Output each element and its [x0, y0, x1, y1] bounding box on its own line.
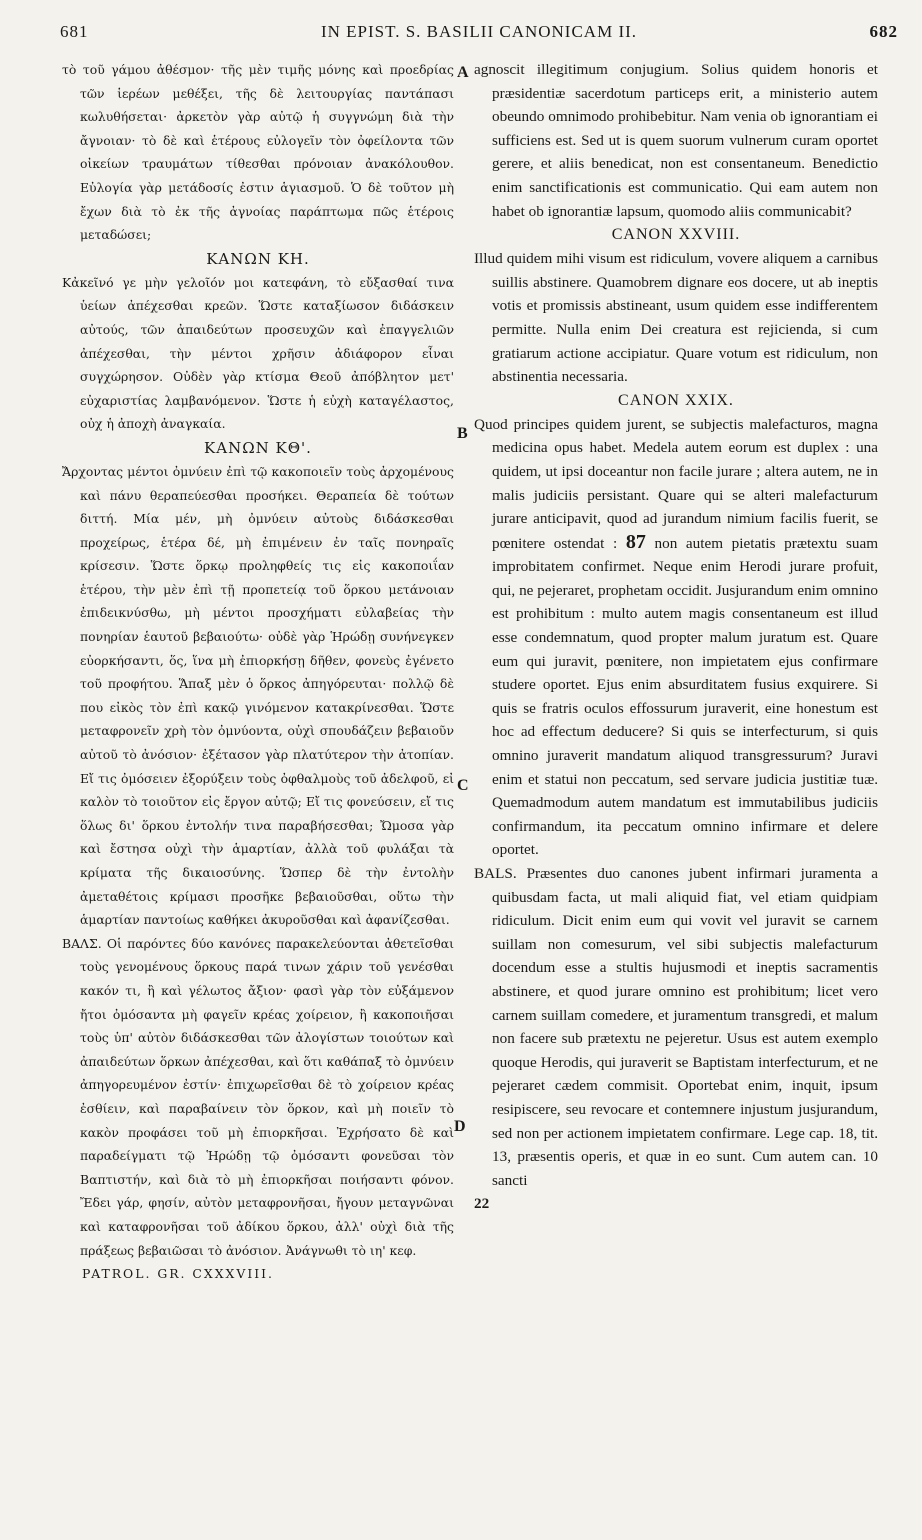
running-header: [60, 14, 898, 50]
latin-canon-28-text: Illud quidem mihi visum est ridiculum, vovere aliquem a carnibus suillis abstinere. Quamobrem dignare eos docere, ut ab ineptis votis et promissis abstineant, usum quidem esse indifferentem permitte. Nulla enim Dei creatura est rejicienda, si cum gratiarum actione accipiatur. Quare votum est ridiculum, non abstinentia necessaria.: [474, 250, 878, 386]
latin-canon-29-text-b: non autem pietatis prætextu suam improbitatem confirmet. Neque enim Herodi jurare profuit, qui, ne pejeraret, prophetam occidit. Jusjurandum enim omnino est prohibitum : multo autem magis consentaneum est illud esse condemnatum, quod propter malum juratum est. Quare eum qui juravit, pœnitere, non impietatem ejus confirmare studere oportet. Ejus enim absurditatem fusius exquirere. Si quis se fratris oculos effossurum juraverit, eine honestum est hoc ad effectum deducere? Si quis se interfecturum, si quis omnino juraverit mandatum aliquod transgressurum? Juravi enim et statui non peccatum, sed servare judicia justitiæ tuæ. Quemadmodum autem mandatum est immutabilibus judiciis confirmandum, ita peccatum omnino infirmare et delere oportet.: [492, 534, 879, 859]
running-title: IN EPIST. S. BASILII CANONICAM II.: [320, 22, 638, 41]
greek-balsamon-text: Οἱ παρόντες δύο κανόνες παρακελεύονται ἀθετεῖσθαι τοὺς γενομένους ὅρκους παρά τινων χάριν τοῦ γενέσθαι κακόν τι, ἢ καὶ γέλωτος ἄξιον· φασὶ γὰρ τὸν εὐξάμενον ἤτοι ὀμόσαντα μὴ φαγεῖν κρέας χοίρειον, ἢ κακοποιῆσαι τοὺς ὑπ' αὐτὸν διδάσκεσθαι τῶν ἀλογίστων τοιούτων καὶ ἀπαιδεύτων ὅρκων ἀπέχεσθαι, καὶ ὅτι καθάπαξ τὸ ὀμνύειν ἀπηγορευμένον ἐστίν· ἐπιχωρεῖσθαι δὲ τὸ χοίρειον κρέας ἐσθίειν, καὶ παραβαίνειν τὸν ὅρκον, καὶ μὴ ποιεῖν τὸ κακὸν προφάσει τοῦ μὴ ἐπιορκῆσαι. Ἐχρήσατο δὲ καὶ παραδείγματι τῷ Ἡρώδῃ τῷ ὀμόσαντι φονεῦσαι τὸν Βαπτιστήν, καὶ διὰ τὸ μὴ ἐπιορκῆσαι ποιήσαντι φόνον. Ἔδει γάρ, φησίν, αὐτὸν μεταφρονῆσαι, ἤγουν μεταγνῶναι καὶ καταφρονῆσαι τοῦ ἀδίκου ὅρκου, ἀλλ' οὐχὶ διὰ τῆς πράξεως βεβαιῶσαι τὸ ἀνόσιον. Ἀνάγνωθι τὸ ιη' κεφ.: [80, 935, 454, 1258]
latin-canon-29-heading: CANON XXIX.: [618, 391, 734, 409]
margin-letter-a: A: [457, 64, 469, 81]
latin-balsamon-text: Præsentes duo canones jubent infirmari juramenta a quibusdam facta, ut mali aliquid fiat, vel etiam quidpiam ridiculum. Dicit enim eum qui vovit vel juravit se carnem suillam non comesurum, vel sibi subjectis malefacturum docendum esse a stultis hujusmodi et ineptis sacramentis abstinere, et quod jurare omnino est prohibitum; licet vero carnem suillam comedere, et juramentum transgredi, et malum non facere sub prætextu ne pejeretur. Usus est autem exemplo quoque Herodis, qui juraverit se Baptistam interfecturum, et ne pejeraret cædem commisit. Oportebat enim, inquit, ipsum resipiscere, seu revocare et contemnere injustum jusjurandum, sed non per actionem impietatem confirmare. Lege cap. 18, tit. 13, præsentis operis, et quæ in eo sunt. Cum autem can. 10 sancti: [492, 865, 878, 1189]
greek-balsamon-commentary: [62, 932, 454, 1262]
greek-canon-29-text: Ἄρχοντας μέντοι ὀμνύειν ἐπὶ τῷ κακοποιεῖν τοὺς ἀρχομένους καὶ πάνυ θεραπεύεσθαι προσήκει. Θεραπεία δὲ τούτων διττή. Μία μέν, μὴ ὀμνύειν αὐτοὺς διδάσκεσθαι προχείρως, ἑτέρα δέ, μὴ ἐπιμένειν ἐν ταῖς πονηραῖς κρίσεσιν. Ὥστε ὅρκῳ προληφθείς τις εἰς κακοποιΐαν ἑτέρου, τὴν μὲν ἐπὶ τῇ προπετείᾳ τοῦ ὅρκου μετάνοιαν ἐπιδεικνύσθω, μὴ μέντοι προσχήματι εὐλαβείας τὴν πονηρίαν ἑαυτοῦ βεβαιούτω· οὐδὲ γὰρ Ἡρώδῃ συνήνεγκεν εὐορκήσαντι, ὅς, ἵνα μὴ ἐπιορκήσῃ δῆθεν, φονεὺς ἐγένετο τοῦ προφήτου. Ἅπαξ μὲν ὁ ὅρκος ἀπηγόρευται· πολλῷ δὲ που εἰκὸς τὸν ἐπὶ κακῷ γινόμενον κατακρίνεσθαι. Ὥστε μεταφρονεῖν χρὴ τὸν ὀμνύοντα, οὐχὶ σπουδάζειν βεβαιοῦν αὐτοῦ τὸ ἀνόσιον· ἐξέτασον γὰρ πλατύτερον τὴν ἀτοπίαν. Εἴ τις ὀμόσειεν ἐξορύξειν τοὺς ὀφθαλμοὺς τοῦ ἀδελφοῦ, εἰ καλὸν τὸ τοιοῦτον εἰς ἔργον αὐτῷ; Εἴ τις φονεύσειν, εἴ τις ὅλως δι' ὅρκου ἐντολήν τινα παραβήσεσθαι; Ὤμοσα γὰρ καὶ ἔστησα οὐχὶ τὴν ἁμαρτίαν, ἀλλὰ τοῦ φυλάξαι τὰ κρίματα τῆς δικαιοσύνης. Ὥσπερ δὲ τὴν ἐντολὴν ἀμεταθέτοις κρίμασι προσῆκε βεβαιοῦσθαι, οὕτω τὴν ἁμαρτίαν παντοίως καθήκει ἀκυροῦσθαι καὶ ἀφανίζεσθαι.: [62, 463, 454, 928]
latin-canon-28-heading: CANON XXVIII.: [611, 226, 741, 244]
margin-letter-c: C: [457, 777, 469, 794]
latin-canon-29-text: [474, 413, 878, 862]
greek-canon-29-heading: ΚΑΝΩΝ ΚΘ'.: [204, 438, 312, 457]
page-number-right: 682: [869, 22, 898, 41]
margin-letter-d: D: [454, 1118, 466, 1135]
greek-balsamon-label: ΒΑΛΣ.: [62, 935, 102, 951]
page-number-left: 681: [60, 22, 89, 41]
latin-column: [474, 58, 878, 1216]
latin-intro-paragraph: agnoscit illegitimum conjugium. Solius quidem honoris et præsidentiæ sacerdotum particeps erit, a ministerio autem obeundo omnimodo prohibebitur. Nam venia ob ignorantiam ei sufficiens est. Sed ut is quem suorum vulnerum curam oportet gerere, et aliis benedicat, non est consentaneum. Benedictio enim sanctificationis est communicatio. Qui eam autem non habet ob ignorantiæ lapsum, quomodo aliis communicabit?: [474, 61, 878, 220]
column-number-marker: 87: [625, 530, 646, 553]
latin-balsamon-label: BALS.: [474, 865, 517, 882]
signature-mark-left: PATROL. GR. CXXXVIII.: [82, 1266, 274, 1282]
signature-mark-right: 22: [474, 1195, 490, 1213]
greek-canon-28-heading: ΚΑΝΩΝ ΚΗ.: [206, 249, 310, 268]
greek-intro-paragraph: τὸ τοῦ γάμου ἀθέσμον· τῆς μὲν τιμῆς μόνης καὶ προεδρίας τῶν ἱερέων μεθέξει, τῆς δὲ λειτουργίας παντάπασι κωλυθήσεται· ἀρκετὸν γὰρ αὐτῷ ἡ συγγνώμη διὰ τὴν ἄγνοιαν· τὸ δὲ καὶ ἑτέρους εὐλογεῖν τὸν ὀφείλοντα τῶν οἰκείων τραυμάτων τίθεσθαι πρόνοιαν ἀνακόλουθον. Εὐλογία γὰρ μετάδοσίς ἐστιν ἁγιασμοῦ. Ὁ δὲ τοῦτον μὴ ἔχων διὰ τὸ ἐκ τῆς ἀγνοίας παράπτωμα πῶς ἑτέροις μεταδώσει;: [62, 62, 454, 243]
latin-canon-29-text-a: Quod principes quidem jurent, se subjectis malefacturos, magna medicina opus habet. Medela autem eorum est duplex : una quidem, ut ipsi doceantur non facile jurare ; altera autem, ne in malis judiciis persistant. Quare qui se alteri malefacturum jurare anticipavit, quod ad jurandum nimium facilis fuerit, se pœnitere ostendat :: [474, 415, 878, 552]
greek-canon-28-text: Κἀκεῖνό γε μὴν γελοῖόν μοι κατεφάνη, τὸ εὔξασθαί τινα ὑείων ἀπέχεσθαι κρεῶν. Ὥστε καταξίωσον διδάσκειν αὐτούς, τῶν ἀπαιδεύτων προσευχῶν καὶ ἐπαγγελιῶν ἀπέχεσθαι, τὴν μέντοι χρῆσιν ἀδιάφορον εἶναι συγχώρησον. Οὐδὲν γὰρ κτίσμα Θεοῦ ἀπόβλητον μετ' εὐχαριστίας λαμβανόμενον. Ὥστε ἡ εὐχὴ καταγέλαστος, οὐχ ἡ ἀποχὴ ἀναγκαία.: [62, 274, 454, 432]
latin-balsamon-commentary: [474, 862, 878, 1192]
margin-letter-b: B: [457, 425, 468, 442]
greek-column: [62, 58, 454, 1286]
